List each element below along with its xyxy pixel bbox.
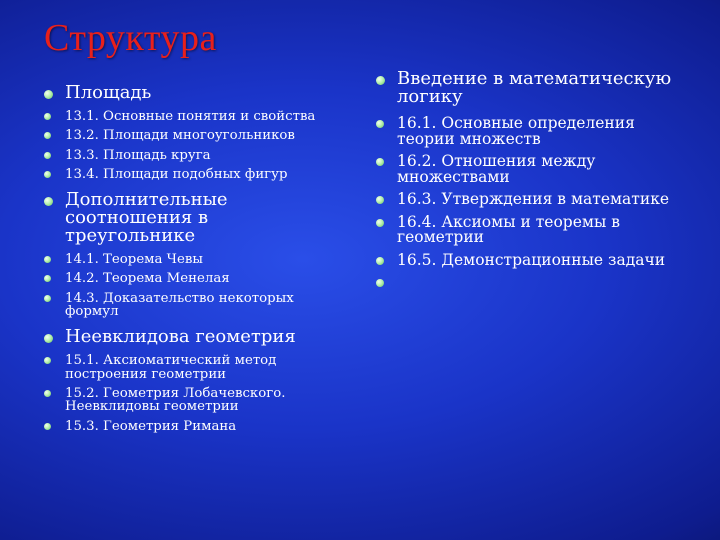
list-item-text: 13.1. Основные понятия и свойства bbox=[65, 109, 316, 124]
bullet-icon bbox=[376, 120, 384, 128]
list-item-text: 14.3. Доказательство некоторых формул bbox=[65, 290, 294, 320]
bullet-icon bbox=[44, 357, 51, 364]
list-item-text: 16.1. Основные определения теории множеств bbox=[397, 114, 635, 148]
section-heading-text: Дополнительные соотношения в треугольнике bbox=[65, 189, 228, 247]
list-item-text: 14.1. Теорема Чевы bbox=[65, 252, 203, 268]
list-item bbox=[376, 212, 676, 246]
bullet-icon bbox=[44, 171, 51, 178]
section-heading-triangle bbox=[44, 191, 334, 245]
list-item-text: 15.3. Геометрия Римана bbox=[65, 418, 237, 434]
list-item bbox=[44, 149, 334, 162]
list-item bbox=[44, 110, 334, 123]
section-heading-area bbox=[44, 84, 334, 102]
bullet-icon bbox=[44, 390, 51, 397]
section-heading-non-euclidean bbox=[44, 328, 334, 346]
list-item bbox=[376, 250, 676, 269]
bullet-icon bbox=[44, 295, 51, 302]
list-item-text: 16.4. Аксиомы и теоремы в геометрии bbox=[397, 212, 620, 246]
bullet-icon bbox=[44, 132, 51, 139]
bullet-icon bbox=[44, 334, 53, 343]
list-item bbox=[376, 154, 676, 185]
bullet-icon bbox=[44, 275, 51, 282]
list-item bbox=[44, 272, 334, 285]
list-item bbox=[376, 192, 676, 208]
list-item-text: 15.2. Геометрия Лобачевского. Неевклидовы геометрии bbox=[65, 385, 286, 415]
left-column bbox=[44, 84, 334, 439]
list-item-text: 16.3. Утверждения в математике bbox=[397, 190, 670, 208]
list-item-text: 13.2. Площади многоугольников bbox=[65, 128, 295, 144]
bullet-icon bbox=[44, 152, 51, 159]
bullet-icon bbox=[44, 90, 53, 99]
bullet-icon bbox=[44, 197, 53, 206]
list-item-text: 16.2. Отношения между множествами bbox=[397, 152, 596, 186]
list-item-text: 16.5. Демонстрационные задачи bbox=[397, 250, 666, 269]
list-item bbox=[44, 420, 334, 433]
bullet-icon bbox=[376, 219, 384, 227]
empty-list-item bbox=[376, 275, 676, 291]
list-item bbox=[44, 387, 334, 414]
list-item-text: 13.4. Площади подобных фигур bbox=[65, 166, 288, 182]
list-item bbox=[44, 253, 334, 266]
bullet-icon bbox=[376, 76, 385, 85]
list-item bbox=[44, 292, 334, 319]
list-item-text: 13.3. Площадь круга bbox=[65, 147, 211, 163]
bullet-icon bbox=[44, 256, 51, 263]
bullet-icon bbox=[44, 113, 51, 120]
right-column bbox=[376, 70, 676, 298]
section-heading-logic bbox=[376, 70, 676, 106]
list-item bbox=[376, 116, 676, 147]
section-heading-text: Площадь bbox=[65, 82, 152, 103]
list-item-text: 14.2. Теорема Менелая bbox=[65, 271, 230, 287]
list-item bbox=[44, 129, 334, 142]
section-heading-text: Неевклидова геометрия bbox=[65, 326, 296, 348]
list-item bbox=[44, 168, 334, 181]
list-item bbox=[44, 354, 334, 381]
list-item-text: 15.1. Аксиоматический метод построения геометрии bbox=[65, 353, 277, 382]
bullet-icon bbox=[376, 196, 384, 204]
bullet-icon bbox=[376, 257, 384, 265]
bullet-icon bbox=[376, 158, 384, 166]
section-heading-text: Введение в математическую логику bbox=[397, 68, 672, 107]
bullet-icon bbox=[44, 423, 51, 430]
slide-title: Структура bbox=[44, 17, 217, 59]
bullet-icon bbox=[376, 279, 384, 287]
